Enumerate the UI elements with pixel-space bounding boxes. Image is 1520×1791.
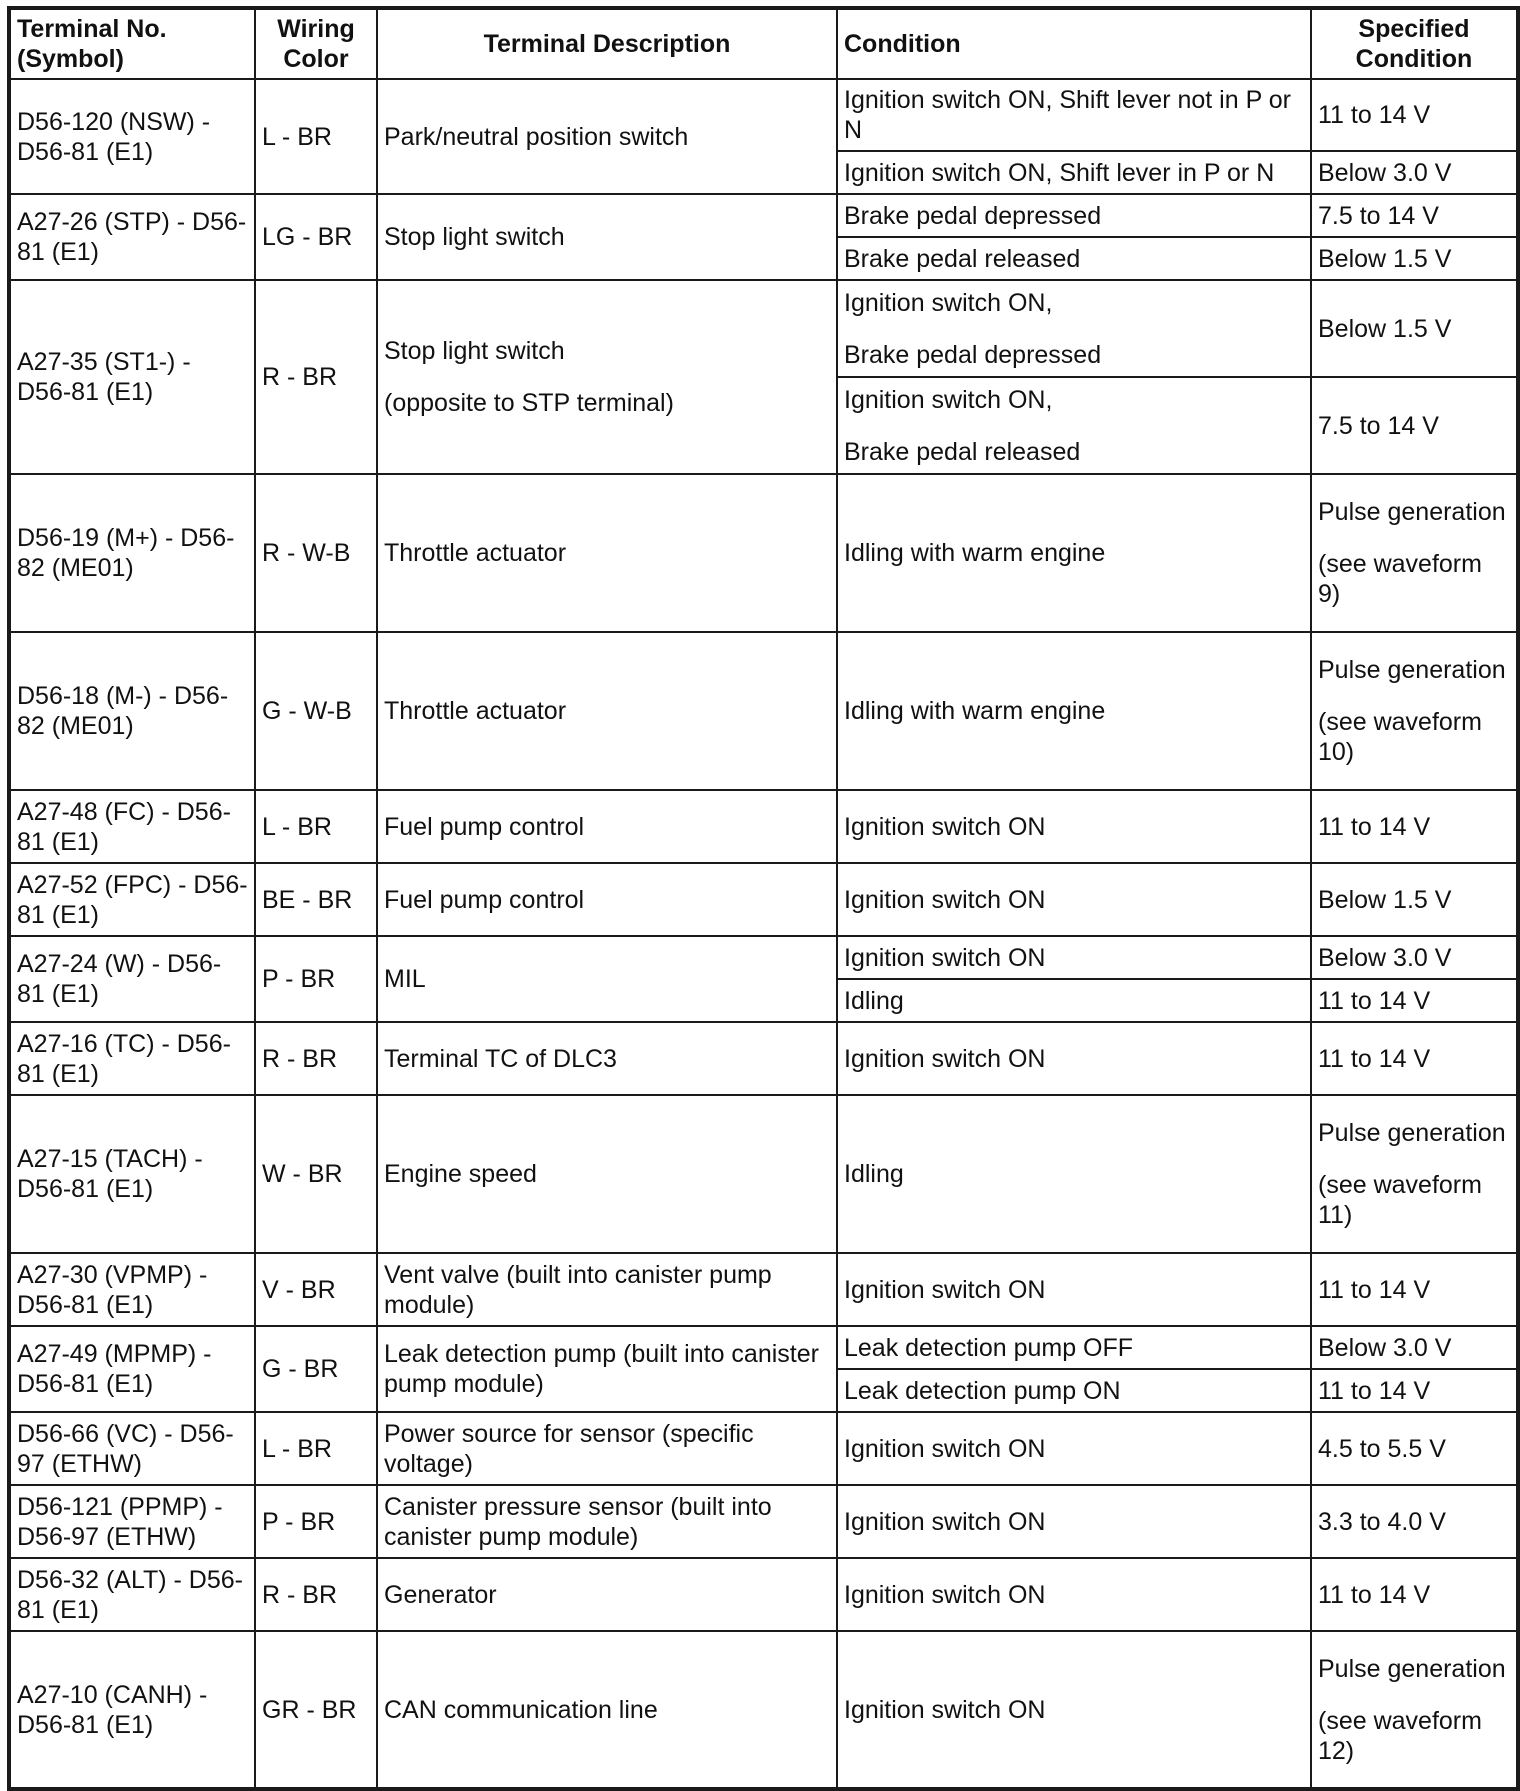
spec-cell: 4.5 to 5.5 V (1311, 1412, 1518, 1485)
spec-cell: 11 to 14 V (1311, 1558, 1518, 1631)
condition-cell: Idling with warm engine (837, 632, 1311, 790)
description-cell: Generator (377, 1558, 837, 1631)
description-cell: Throttle actuator (377, 474, 837, 632)
condition-cell: Ignition switch ON (837, 1631, 1311, 1789)
description-cell: Park/neutral position switch (377, 79, 837, 194)
terminal-cell: A27-30 (VPMP) - D56-81 (E1) (9, 1253, 255, 1326)
wiring-color-cell: R - W-B (255, 474, 377, 632)
spec-cell: 11 to 14 V (1311, 1022, 1518, 1095)
description-cell: Engine speed (377, 1095, 837, 1253)
spec-cell: 11 to 14 V (1311, 1369, 1518, 1412)
table-row (9, 1631, 1518, 1789)
spec-cell: 11 to 14 V (1311, 1253, 1518, 1326)
spec-cell: 7.5 to 14 V (1311, 194, 1518, 237)
terminal-cell: D56-66 (VC) - D56-97 (ETHW) (9, 1412, 255, 1485)
table-row (9, 1253, 1518, 1326)
wiring-color-cell: GR - BR (255, 1631, 377, 1789)
terminal-cell: A27-52 (FPC) - D56-81 (E1) (9, 863, 255, 936)
spec-cell: Pulse generation (see waveform 12) (1311, 1631, 1518, 1789)
description-cell: Leak detection pump (built into canister pump module) (377, 1326, 837, 1412)
condition-cell: Ignition switch ON (837, 863, 1311, 936)
condition-cell: Idling (837, 979, 1311, 1022)
description-cell: Fuel pump control (377, 790, 837, 863)
description-cell: CAN communication line (377, 1631, 837, 1789)
condition-cell: Ignition switch ON (837, 790, 1311, 863)
table-row (9, 280, 1518, 377)
spec-cell: Below 3.0 V (1311, 1326, 1518, 1369)
header-condition: Condition (837, 8, 1311, 79)
spec-cell: 7.5 to 14 V (1311, 377, 1518, 474)
description-cell: Stop light switch (opposite to STP terminal) (377, 280, 837, 474)
terminal-cell: A27-49 (MPMP) - D56-81 (E1) (9, 1326, 255, 1412)
table-row (9, 790, 1518, 863)
header-description: Terminal Description (377, 8, 837, 79)
description-cell: MIL (377, 936, 837, 1022)
table-row (9, 194, 1518, 237)
terminal-cell: D56-32 (ALT) - D56-81 (E1) (9, 1558, 255, 1631)
condition-cell: Leak detection pump OFF (837, 1326, 1311, 1369)
condition-cell: Ignition switch ON, Brake pedal depressed (837, 280, 1311, 377)
wiring-color-cell: R - BR (255, 1558, 377, 1631)
terminal-cell: A27-16 (TC) - D56-81 (E1) (9, 1022, 255, 1095)
description-cell: Power source for sensor (specific voltage) (377, 1412, 837, 1485)
header-wiring-color: Wiring Color (255, 8, 377, 79)
table-row (9, 1326, 1518, 1369)
wiring-color-cell: L - BR (255, 790, 377, 863)
table-row (9, 474, 1518, 632)
condition-cell: Ignition switch ON, Shift lever in P or N (837, 151, 1311, 194)
description-cell: Stop light switch (377, 194, 837, 280)
condition-cell: Idling with warm engine (837, 474, 1311, 632)
spec-cell: Pulse generation (see waveform 11) (1311, 1095, 1518, 1253)
description-cell: Fuel pump control (377, 863, 837, 936)
table-row (9, 79, 1518, 151)
description-cell: Throttle actuator (377, 632, 837, 790)
table-row (9, 1412, 1518, 1485)
condition-cell: Ignition switch ON (837, 1485, 1311, 1558)
wiring-color-cell: L - BR (255, 79, 377, 194)
terminal-cell: D56-19 (M+) - D56-82 (ME01) (9, 474, 255, 632)
spec-cell: Below 1.5 V (1311, 863, 1518, 936)
terminal-cell: A27-35 (ST1-) - D56-81 (E1) (9, 280, 255, 474)
condition-cell: Brake pedal released (837, 237, 1311, 280)
wiring-color-cell: R - BR (255, 280, 377, 474)
spec-cell: Below 3.0 V (1311, 151, 1518, 194)
terminal-cell: D56-121 (PPMP) - D56-97 (ETHW) (9, 1485, 255, 1558)
wiring-color-cell: P - BR (255, 1485, 377, 1558)
condition-cell: Leak detection pump ON (837, 1369, 1311, 1412)
condition-cell: Ignition switch ON, Brake pedal released (837, 377, 1311, 474)
spec-cell: Below 1.5 V (1311, 237, 1518, 280)
terminal-cell: D56-18 (M-) - D56-82 (ME01) (9, 632, 255, 790)
spec-cell: Pulse generation (see waveform 10) (1311, 632, 1518, 790)
condition-cell: Ignition switch ON (837, 1022, 1311, 1095)
condition-cell: Ignition switch ON (837, 936, 1311, 979)
wiring-color-cell: G - W-B (255, 632, 377, 790)
spec-cell: Pulse generation (see waveform 9) (1311, 474, 1518, 632)
terminal-cell: A27-15 (TACH) - D56-81 (E1) (9, 1095, 255, 1253)
terminal-cell: A27-24 (W) - D56-81 (E1) (9, 936, 255, 1022)
table-row (9, 1558, 1518, 1631)
table-row (9, 1095, 1518, 1253)
table-row (9, 936, 1518, 979)
spec-cell: 11 to 14 V (1311, 790, 1518, 863)
condition-cell: Ignition switch ON (837, 1253, 1311, 1326)
table-row (9, 863, 1518, 936)
wiring-color-cell: P - BR (255, 936, 377, 1022)
spec-cell: Below 3.0 V (1311, 936, 1518, 979)
terminal-cell: D56-120 (NSW) - D56-81 (E1) (9, 79, 255, 194)
table-row (9, 1022, 1518, 1095)
spec-cell: 3.3 to 4.0 V (1311, 1485, 1518, 1558)
spec-cell: Below 1.5 V (1311, 280, 1518, 377)
spec-cell: 11 to 14 V (1311, 979, 1518, 1022)
wiring-color-cell: V - BR (255, 1253, 377, 1326)
condition-cell: Brake pedal depressed (837, 194, 1311, 237)
terminal-cell: A27-10 (CANH) - D56-81 (E1) (9, 1631, 255, 1789)
condition-cell: Ignition switch ON, Shift lever not in P or N (837, 79, 1311, 151)
description-cell: Terminal TC of DLC3 (377, 1022, 837, 1095)
header-terminal: Terminal No. (Symbol) (9, 8, 255, 79)
terminal-table-container (7, 6, 1520, 1791)
wiring-color-cell: LG - BR (255, 194, 377, 280)
header-row (9, 8, 1518, 79)
wiring-color-cell: BE - BR (255, 863, 377, 936)
terminal-cell: A27-48 (FC) - D56-81 (E1) (9, 790, 255, 863)
table-row (9, 1485, 1518, 1558)
description-cell: Canister pressure sensor (built into canister pump module) (377, 1485, 837, 1558)
description-cell: Vent valve (built into canister pump module) (377, 1253, 837, 1326)
condition-cell: Idling (837, 1095, 1311, 1253)
terminal-cell: A27-26 (STP) - D56-81 (E1) (9, 194, 255, 280)
wiring-color-cell: W - BR (255, 1095, 377, 1253)
table-row (9, 632, 1518, 790)
spec-cell: 11 to 14 V (1311, 79, 1518, 151)
wiring-color-cell: G - BR (255, 1326, 377, 1412)
wiring-color-cell: L - BR (255, 1412, 377, 1485)
wiring-color-cell: R - BR (255, 1022, 377, 1095)
condition-cell: Ignition switch ON (837, 1412, 1311, 1485)
terminal-table (7, 6, 1520, 1791)
header-specified-condition: Specified Condition (1311, 8, 1518, 79)
condition-cell: Ignition switch ON (837, 1558, 1311, 1631)
